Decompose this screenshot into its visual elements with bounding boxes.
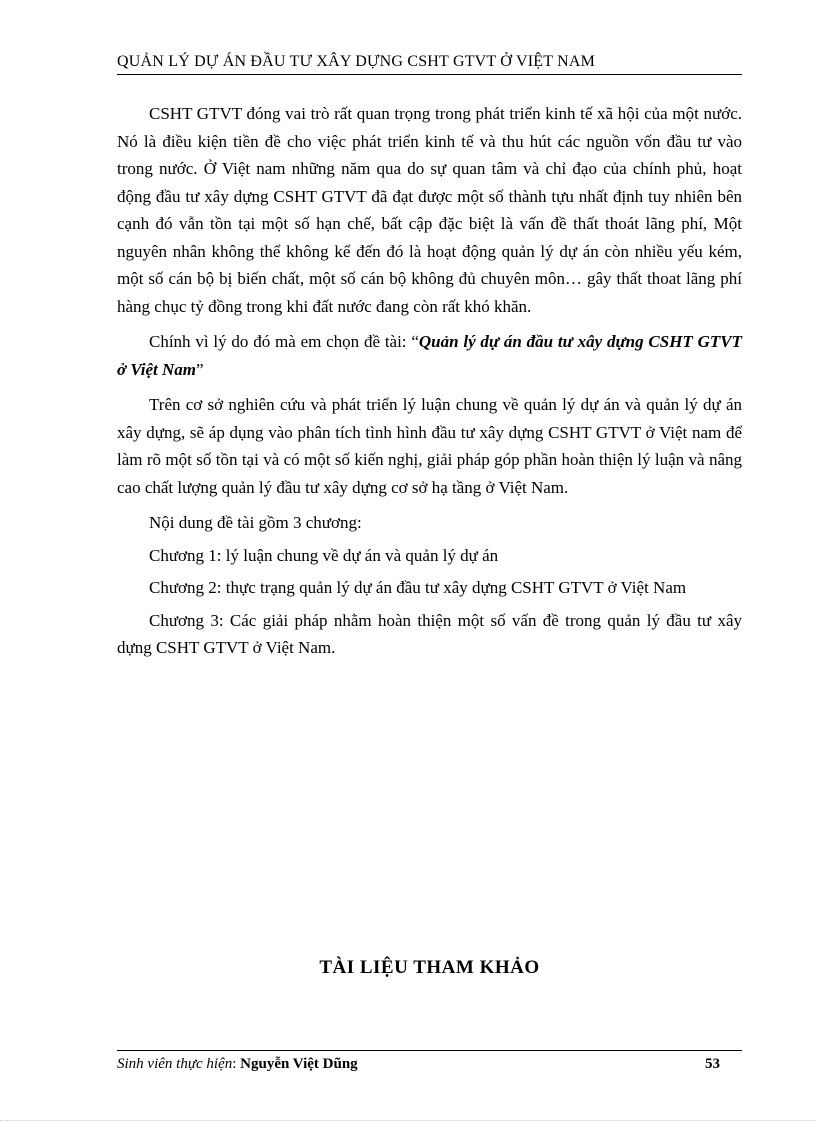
body-text: [117, 100, 742, 670]
topic-prefix: Chính vì lý do đó mà em chọn đề tài: “: [149, 332, 419, 351]
chapter-2-item: Chương 2: thực trạng quản lý dự án đầu tư xây dựng CSHT GTVT ở Việt Nam: [149, 578, 687, 597]
contents-intro: Nội dung đề tài gồm 3 chương:: [149, 513, 362, 532]
scope-paragraph: Trên cơ sở nghiên cứu và phát triển lý luận chung về quản lý dự án và quản lý dự án xây dựng, sẽ áp dụng vào phân tích tình hình đầu tư xây dựng CSHT GTVT ở Việt nam để làm rõ một số tồn tại và có một số kiến nghị, giải pháp góp phần hoàn thiện lý luận và nâng cao chất lượng quản lý đầu tư xây dựng cơ sở hạ tầng ở Việt Nam.: [117, 395, 742, 497]
header-divider: [117, 74, 742, 75]
topic-title: Quản lý dự án đầu tư xây dựng CSHT GTVT ở Việt Nam: [117, 332, 742, 379]
author-separator: :: [232, 1056, 241, 1072]
author-name: Nguyễn Việt Dũng: [240, 1056, 358, 1072]
footer-divider: [117, 1050, 742, 1051]
author-label: Sinh viên thực hiện: [117, 1056, 233, 1072]
page-number: 53: [705, 1056, 720, 1072]
intro-paragraph: CSHT GTVT đóng vai trò rất quan trọng trong phát triển kinh tế xã hội của một nước. Nó là điều kiện tiền đề cho việc phát triển kinh tế và thu hút các nguồn vốn đầu tư vào trong nước. Ở Việt nam những năm qua do sự quan tâm và chỉ đạo của chính phủ, hoạt động đầu tư xây dựng CSHT GTVT đã đạt được một số thành tựu nhất định tuy nhiên bên cạnh đó vẫn tồn tại một số hạn chế, bất cập đặc biệt là vấn đề thất thoát lãng phí, Một nguyên nhân không thể không kể đến đó là hoạt động quản lý dự án còn nhiều yếu kém, một số cán bộ bị biến chất, một số cán bộ không đủ chuyên môn… gây thất thoat lãng phí hàng chục tỷ đồng trong khi đất nước đang còn rất khó khăn.: [117, 104, 742, 316]
chapter-1-item: Chương 1: lý luận chung về dự án và quản lý dự án: [149, 545, 499, 565]
running-header-title: QUẢN LÝ DỰ ÁN ĐẦU TƯ XÂY DỰNG CSHT GTVT Ở VIỆT NAM: [117, 53, 596, 70]
references-heading: TÀI LIỆU THAM KHẢO: [319, 957, 540, 978]
chapter-3-item: Chương 3: Các giải pháp nhằm hoàn thiện một số vấn đề trong quản lý đầu tư xây dựng CSHT GTVT ở Việt Nam.: [117, 610, 742, 657]
page-bottom-edge: [0, 1120, 816, 1121]
topic-paragraph: [117, 328, 742, 383]
page-footer: [117, 1054, 742, 1074]
topic-suffix: ”: [196, 359, 204, 379]
